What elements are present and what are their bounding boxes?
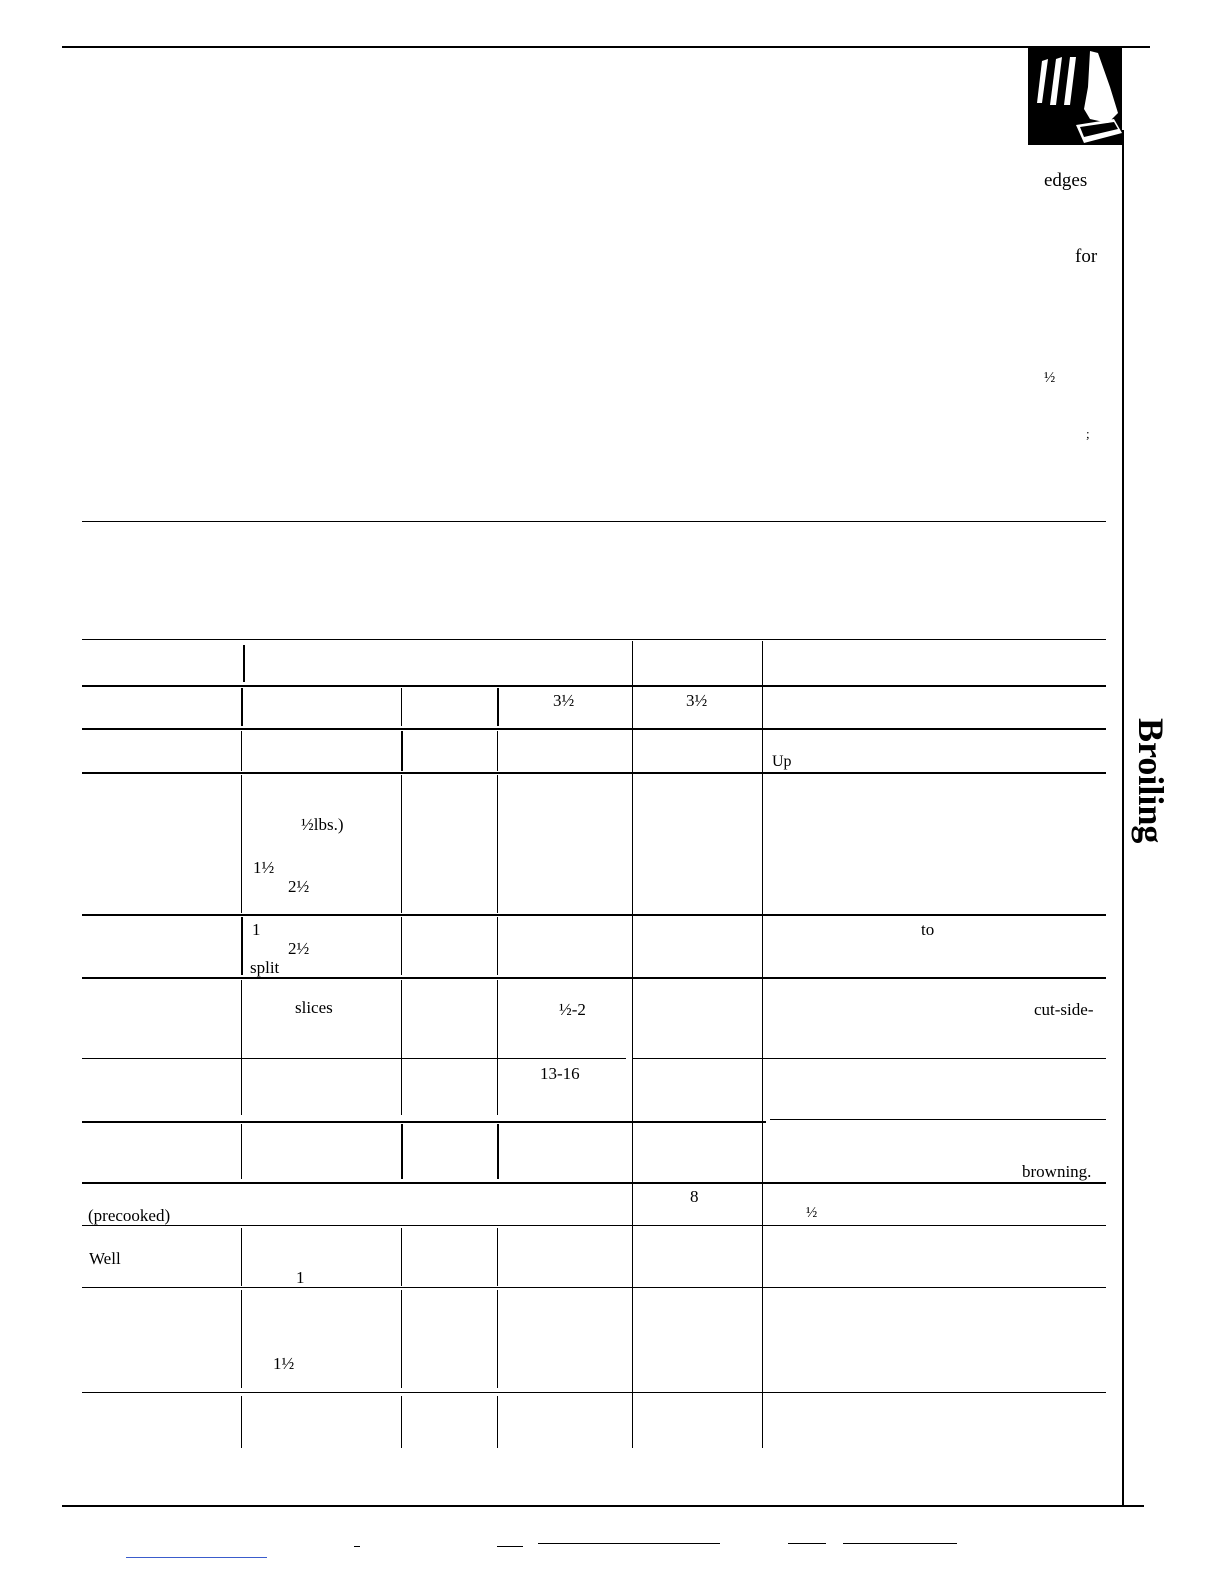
table-cell: 13-16 (540, 1064, 580, 1083)
text-fragment-semicolon: ; (1086, 426, 1090, 441)
table-cell: 8 (690, 1187, 699, 1206)
table-col-divider (243, 645, 245, 682)
table-col-divider (497, 731, 498, 771)
table-rule (82, 1225, 1106, 1226)
table-col-divider (241, 1228, 242, 1286)
table-col-divider (497, 980, 498, 1115)
table-cell: ½lbs.) (301, 815, 344, 834)
footer-rule-fragment (126, 1557, 267, 1558)
table-cell: 3½ (686, 691, 708, 710)
text-fragment-for: for (1075, 246, 1098, 267)
table-cell: 2½ (288, 877, 310, 896)
table-rule (82, 728, 1106, 730)
table-col-divider (401, 1228, 402, 1286)
table-col-divider (401, 917, 402, 975)
table-col-divider (401, 1290, 402, 1388)
table-col-divider (241, 980, 242, 1115)
table-rule (82, 639, 1106, 640)
table-rule (82, 1121, 766, 1123)
table-rule (82, 977, 1106, 979)
table-col-divider (497, 1228, 498, 1286)
table-cell: (precooked) (88, 1206, 171, 1225)
table-cell: Up (772, 753, 792, 770)
footer-rule-fragment (843, 1543, 957, 1544)
table-cell: browning. (1022, 1162, 1092, 1181)
table-col-divider (497, 688, 499, 726)
table-col-divider (401, 775, 402, 913)
table-col-divider (401, 1396, 402, 1448)
table-rule (82, 914, 1106, 916)
bottom-rule (62, 1505, 1144, 1507)
table-col-divider (497, 1124, 499, 1179)
table-col-divider (241, 1290, 242, 1388)
table-cell: cut-side- (1034, 1000, 1094, 1019)
table-col-divider (241, 917, 243, 975)
right-margin-rule (1122, 130, 1124, 1506)
table-col-divider (401, 731, 403, 771)
top-rule (62, 46, 1150, 48)
table-col-divider (497, 1290, 498, 1388)
table-rule (632, 1058, 1106, 1059)
table-col-divider (497, 1396, 498, 1448)
text-fragment-half: ½ (1044, 370, 1056, 386)
table-col-divider (497, 917, 498, 975)
footer-rule-fragment (788, 1543, 826, 1544)
table-col-divider (241, 1124, 242, 1179)
table-col-divider (401, 1124, 403, 1179)
table-col-divider (401, 688, 402, 726)
table-rule (82, 1058, 626, 1059)
table-col-divider (762, 641, 763, 685)
table-col-divider (632, 686, 633, 1448)
section-tab-label: Broiling (1131, 718, 1171, 844)
table-col-divider (632, 641, 633, 685)
table-cell: split (250, 958, 280, 977)
hand-touchpad-icon (1028, 47, 1122, 145)
table-rule (82, 685, 1106, 687)
table-rule (82, 772, 1106, 774)
table-rule (82, 1182, 1106, 1184)
table-cell: ½-2 (559, 1000, 586, 1019)
table-cell: slices (295, 998, 333, 1017)
footer-rule-fragment (538, 1543, 720, 1544)
table-cell: 2½ (288, 939, 310, 958)
table-col-divider (241, 1396, 242, 1448)
table-cell: 3½ (553, 691, 575, 710)
table-col-divider (497, 775, 498, 913)
table-rule (82, 1392, 1106, 1393)
table-col-divider (241, 775, 242, 913)
table-cell: 1 (252, 920, 261, 939)
table-cell: to (921, 920, 935, 939)
table-rule (82, 1287, 1106, 1288)
footer-rule-fragment (497, 1546, 523, 1547)
text-fragment-edges: edges (1044, 170, 1088, 191)
table-col-divider (241, 731, 242, 771)
table-cell: 1 (296, 1268, 305, 1287)
table-col-divider (241, 688, 243, 726)
table-cell: 1½ (273, 1354, 295, 1373)
table-cell: Well (89, 1249, 121, 1268)
table-cell: 1½ (253, 858, 275, 877)
table-col-divider (762, 686, 763, 1448)
table-rule (770, 1119, 1106, 1120)
footer-rule-fragment (354, 1546, 360, 1547)
table-cell: ½ (806, 1205, 818, 1221)
section-divider (82, 521, 1106, 522)
table-col-divider (401, 980, 402, 1115)
